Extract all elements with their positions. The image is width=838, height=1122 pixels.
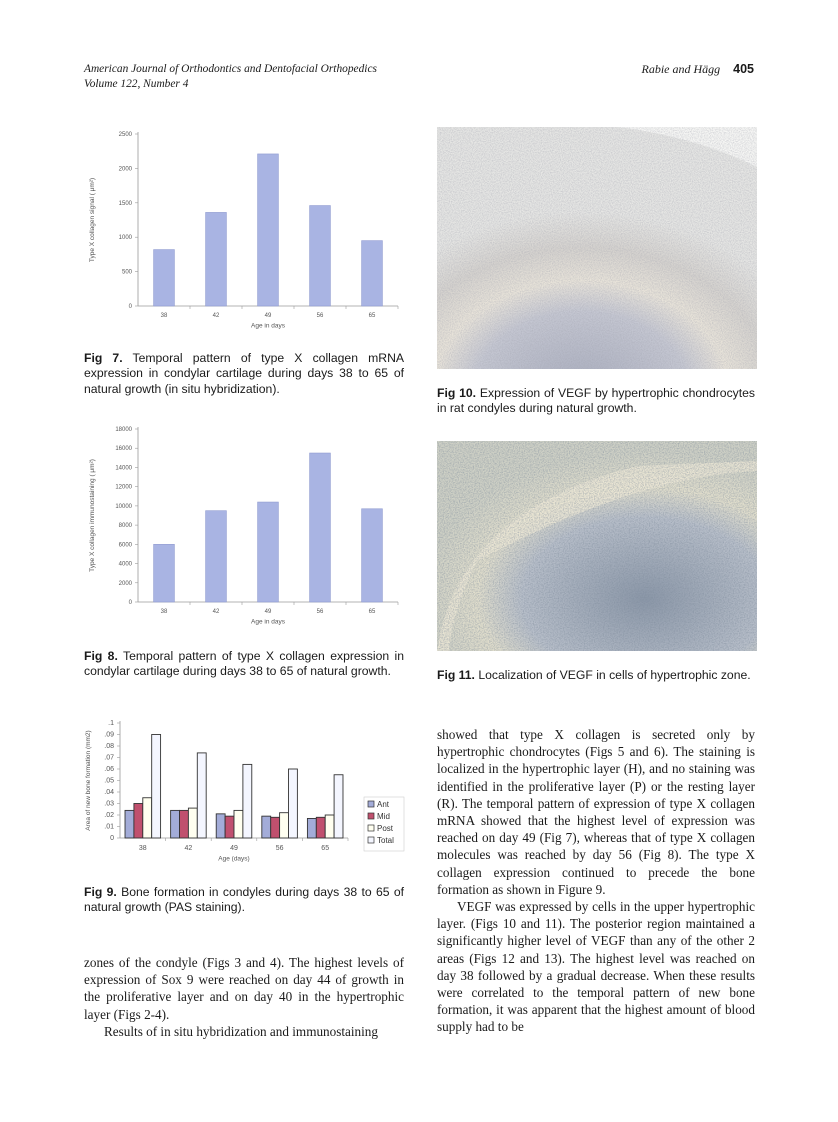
legend-swatch <box>368 801 374 807</box>
fig10-caption-text: Expression of VEGF by hypertrophic chondrocytes in rat condyles during natural growth. <box>437 386 756 416</box>
paragraph: Results of in situ hybridization and immunostaining <box>104 1023 378 1039</box>
y-axis-label: Type X collagen signal ( μm²) <box>89 177 96 263</box>
x-tick-label: 42 <box>212 609 220 615</box>
fig9-grouped-bar-chart <box>84 718 410 868</box>
legend-swatch <box>368 813 374 819</box>
bar <box>258 154 279 306</box>
bar <box>154 250 175 306</box>
fig11-label: Fig 11. <box>437 668 475 682</box>
fig8-caption-text: Temporal pattern of type X collagen expression in condylar cartilage during days 38 to 65 of natural growth. <box>84 649 405 679</box>
x-tick-label: 38 <box>160 609 168 615</box>
paragraph: showed that type X collagen is secreted only by hypertrophic chondrocytes (Figs 5 and 6). The staining is localized in the hypertrophic layer (H), and no staining was identified in the proliferative layer (P) or the resting layer (R). The temporal pattern of expression of type X collagen mRNA showed that the highest level of expression was reached on day 49 (Fig 7), whereas that of type X collagen molecules was reached by day 56 (Fig 8). The type X collagen expression continued to precede the bone formation as shown in Figure 9. <box>437 727 755 897</box>
y-tick-label: .1 <box>108 720 114 727</box>
y-tick-label: 1500 <box>118 200 132 207</box>
y-tick-label: 0 <box>128 600 132 606</box>
y-tick-label: .05 <box>104 777 114 785</box>
y-tick-label: .04 <box>104 789 114 796</box>
y-tick-label: 4000 <box>118 561 132 568</box>
y-tick-label: .06 <box>104 766 114 773</box>
paragraph: VEGF was expressed by cells in the upper hypertrophic layer. (Figs 10 and 11). The posterior region maintained a significantly higher level of VEGF than any of the other 2 areas (Figs 12 and 13). The highest level was reached on day 38 followed by a gradual decrease. When these results were correlated to the temporal pattern of new bone formation, it was apparent that the highest amount of blood supply had to be <box>437 899 755 1035</box>
bar <box>362 509 383 602</box>
y-tick-label: .08 <box>104 743 114 750</box>
y-tick-label: .09 <box>104 731 114 739</box>
bar <box>197 753 206 838</box>
y-tick-label: 0 <box>110 835 114 842</box>
x-tick-label: 42 <box>184 845 193 852</box>
fig7-caption <box>84 351 404 397</box>
micrograph-image-icon <box>437 127 757 369</box>
bar <box>271 817 280 838</box>
y-tick-label: .03 <box>104 800 114 808</box>
y-tick-label: 14000 <box>115 465 132 472</box>
bar <box>216 814 225 838</box>
bar <box>234 810 243 838</box>
paragraph: zones of the condyle (Figs 3 and 4). The highest levels of expression of Sox 9 were reached on day 44 of growth in the proliferative layer and on day 40 in the hypertrophic layer (Figs 2-4). <box>84 955 404 1022</box>
legend-swatch <box>368 837 374 843</box>
y-tick-label: 18000 <box>115 427 132 433</box>
bar <box>188 808 197 838</box>
authors: Rabie and Hägg <box>641 62 721 76</box>
y-tick-label: 1000 <box>118 235 132 242</box>
y-tick-label: 12000 <box>115 484 132 491</box>
page-number: 405 <box>733 62 754 76</box>
y-tick-label: .02 <box>104 812 114 819</box>
fig7-caption-text: Temporal pattern of type X collagen mRNA expression in condylar cartilage during days 38 to 65 of natural growth (in situ hybridization). <box>84 351 404 396</box>
bar <box>171 810 180 838</box>
left-body-text <box>84 954 404 1040</box>
y-tick-label: 16000 <box>115 446 132 453</box>
legend-label: Ant <box>377 800 390 809</box>
x-tick-label: 49 <box>264 313 272 319</box>
fig11-micrograph <box>437 441 757 651</box>
x-tick-label: 65 <box>368 609 376 615</box>
journal-title: American Journal of Orthodontics and Dentofacial Orthopedics <box>84 63 377 75</box>
y-tick-label: 6000 <box>118 542 132 549</box>
y-tick-label: .07 <box>104 754 114 762</box>
fig10-micrograph <box>437 127 757 369</box>
y-tick-label: 2000 <box>118 166 132 173</box>
fig7-bar-chart <box>84 128 406 338</box>
legend-label: Total <box>377 836 394 845</box>
y-tick-label: .01 <box>104 823 114 831</box>
legend-swatch <box>368 825 374 831</box>
x-axis-label: Age (days) <box>218 855 250 863</box>
y-tick-label: 10000 <box>115 503 132 510</box>
fig11-caption <box>437 668 755 683</box>
x-tick-label: 65 <box>321 845 330 852</box>
fig8-bar-chart <box>84 422 406 634</box>
micrograph-image-icon <box>437 441 757 651</box>
running-header-right <box>641 62 754 77</box>
bar <box>310 453 331 602</box>
legend-label: Mid <box>377 812 390 821</box>
bar <box>262 816 271 838</box>
x-tick-label: 56 <box>316 609 324 615</box>
bar <box>316 817 325 838</box>
running-header-journal <box>84 62 377 92</box>
x-tick-label: 49 <box>230 845 238 852</box>
fig11-caption-text: Localization of VEGF in cells of hypertrophic zone. <box>478 668 751 682</box>
bar <box>143 798 152 838</box>
x-tick-label: 65 <box>368 313 376 319</box>
y-tick-label: 500 <box>121 269 132 276</box>
journal-volume: Volume 122, Number 4 <box>84 78 189 90</box>
fig9-caption-text: Bone formation in condyles during days 38 to 65 of natural growth (PAS staining). <box>84 885 405 915</box>
bar <box>134 804 143 839</box>
fig7-label: Fig 7. <box>84 351 123 365</box>
x-axis-label: Age in days <box>251 618 285 626</box>
bar <box>310 206 331 306</box>
y-tick-label: 8000 <box>118 523 132 530</box>
fig9-caption <box>84 885 404 916</box>
x-tick-label: 56 <box>275 845 284 852</box>
x-tick-label: 42 <box>212 313 220 319</box>
right-body-text <box>437 726 755 1036</box>
bar <box>125 810 134 838</box>
bar <box>258 502 279 602</box>
bar <box>280 813 289 838</box>
chart-legend <box>364 797 404 851</box>
fig8-caption <box>84 649 404 680</box>
bar <box>225 816 234 838</box>
bar <box>206 212 227 306</box>
fig10-caption <box>437 386 755 417</box>
y-tick-label: 0 <box>128 304 132 310</box>
bar <box>325 815 334 838</box>
y-tick-label: 2500 <box>118 132 132 138</box>
legend-label: Post <box>377 824 394 833</box>
bar <box>243 764 252 838</box>
x-tick-label: 38 <box>160 313 168 319</box>
bar <box>288 769 297 838</box>
fig10-label: Fig 10. <box>437 386 477 400</box>
fig9-label: Fig 9. <box>84 885 117 899</box>
bar <box>334 775 343 838</box>
bar <box>180 810 189 838</box>
x-axis-label: Age in days <box>251 322 285 330</box>
bar <box>206 511 227 602</box>
y-axis-label: Area of new bone formation (mm2) <box>85 730 92 831</box>
bar <box>154 544 175 602</box>
y-tick-label: 2000 <box>118 580 132 587</box>
bar <box>362 241 383 306</box>
y-axis-label: Type X collagen immunostaining ( μm²) <box>89 459 96 572</box>
x-tick-label: 38 <box>138 845 147 852</box>
x-tick-label: 56 <box>316 313 324 319</box>
bar <box>307 818 316 838</box>
x-tick-label: 49 <box>264 609 272 615</box>
fig8-label: Fig 8. <box>84 649 118 663</box>
bar <box>152 735 161 839</box>
